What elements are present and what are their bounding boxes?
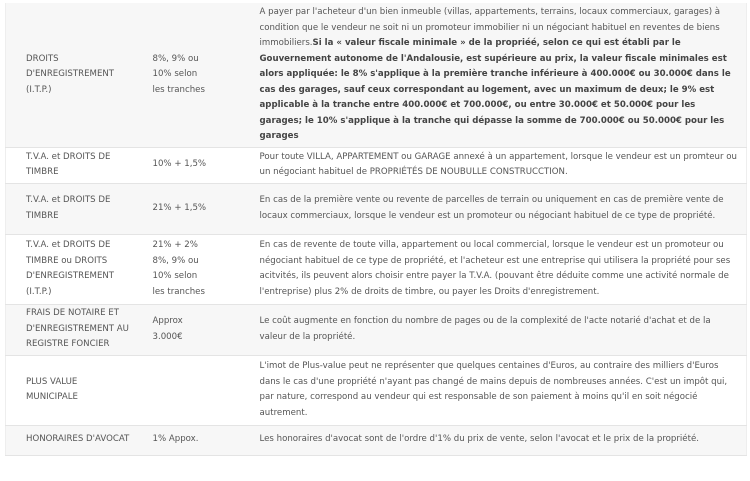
- tax-name-line: PLUS VALUE: [26, 376, 78, 387]
- description-cell: [240, 234, 747, 304]
- description-cell: [240, 147, 747, 183]
- rate-line: 10% + 1,5%: [152, 159, 207, 170]
- tax-name-line: TIMBRE: [26, 210, 59, 221]
- rate-line: 10% selon: [152, 271, 198, 281]
- tax-name-line: D'ENREGISTREMENT AU: [26, 323, 129, 334]
- tax-name-cell: [6, 147, 153, 183]
- rate-line: les tranches: [152, 84, 205, 95]
- rate-line: 21% + 1,5%: [152, 202, 207, 213]
- rate-cell: [153, 234, 240, 304]
- tax-name-cell: [6, 355, 153, 425]
- description-text: En cas de la première vente ou revente de parcelles de terrain ou uniquement en cas de première vente de locaux commerciaux, lorsque le vendeur est un promoteur ou négociant habituel de ce type de propriété.: [259, 195, 724, 221]
- description-text: Les honoraires d'avocat sont de l'ordre d'1% du prix de vente, selon l'avocat et le prix de la propriété.: [259, 434, 699, 445]
- tax-name-cell: [6, 425, 153, 455]
- tax-name-line: (I.T.P.): [26, 84, 52, 95]
- rate-cell: [153, 425, 240, 455]
- table-row: [6, 147, 747, 183]
- fees-table: [5, 3, 747, 456]
- tax-name-line: (I.T.P.): [26, 286, 52, 297]
- rate-line: 8%, 9% ou: [152, 255, 199, 266]
- rate-cell: [153, 3, 240, 147]
- table-row: [6, 3, 747, 147]
- tax-name-line: D'ENREGISTREMENT: [26, 271, 115, 281]
- rate-cell: [153, 355, 240, 425]
- tax-name-cell: [6, 304, 153, 355]
- table-row: [6, 234, 747, 304]
- description-cell: [240, 3, 747, 147]
- table-row: [6, 355, 747, 425]
- table-row: [6, 425, 747, 455]
- description-text: Pour toute VILLA, APPARTEMENT ou GARAGE annexé à un appartement, lorsque le vendeur est un promteur ou un négociant habituel de PROPRIÉTÉS DE NOUBULLE CONSTRUCCTION.: [259, 151, 737, 177]
- tax-name-line: T.V.A. et DROITS DE: [26, 151, 111, 162]
- rate-line: 8%, 9% ou: [152, 53, 199, 64]
- tax-name-line: D'ENREGISTREMENT: [26, 69, 115, 79]
- tax-name-line: MUNICIPALE: [26, 392, 78, 402]
- rate-cell: [153, 147, 240, 183]
- tax-name-line: HONORAIRES D'AVOCAT: [26, 434, 130, 445]
- tax-name-line: T.V.A. et DROITS DE: [26, 240, 111, 250]
- description-cell: [240, 183, 747, 234]
- tax-name-line: T.V.A. et DROITS DE: [26, 195, 111, 205]
- description-cell: [240, 425, 747, 455]
- description-text: En cas de revente de toute villa, appartement ou local commercial, lorsque le vendeur est un promoteur ou négociant habituel de ce type de propriété, et l'acheteur est une entreprise qui utilisera la propriété pour ses acitvités, ils peuvent alors choisir entre payer la T.V.A. (pouvant être déduite comme une activité normale de l'entreprise) plus 2% de droits de timbre, ou payer les Droits d'enregistrement.: [259, 240, 731, 297]
- table-row: [6, 183, 747, 234]
- tax-name-line: TIMBRE ou DROITS: [26, 255, 108, 266]
- rate-line: Approx: [152, 316, 183, 326]
- description-cell: [240, 355, 747, 425]
- table-row: [6, 304, 747, 355]
- description-text: L'imot de Plus-value peut ne représenter que quelques centaines d'Euros, au contraire des milliers d'Euros dans le cas d'une propriété n'ayant pas changé de mains depuis de nombreuses années. C'est un impôt qui, par nature, correspond au vendeur qui est responsable de son paiement à moins qu'il en soit négocié autrement.: [259, 361, 728, 418]
- description-cell: [240, 304, 747, 355]
- tax-name-cell: [6, 234, 153, 304]
- tax-name-cell: [6, 183, 153, 234]
- tax-name-line: FRAIS DE NOTAIRE ET: [26, 308, 119, 319]
- tax-name-cell: [6, 3, 153, 147]
- rate-line: les tranches: [152, 286, 205, 297]
- rate-line: 21% + 2%: [152, 240, 198, 250]
- description-text: A payer par l'acheteur d'un bien inmeuble (villas, appartements, terrains, locaux commerciaux, garages) à condition que le vendeur ne soit ni un promoteur immobilier ni un négociant habituel en reventes de biens immobiliers.: [259, 7, 721, 48]
- tax-name-line: DROITS: [26, 53, 59, 64]
- rate-line: 10% selon: [152, 69, 198, 79]
- description-bold-text: Si la « valeur fiscale minimale » de la propriéé, selon ce qui est établi par le Gouvernement autonome de l'Andalousie, est supérieure au prix, la valeur fiscale minimales est alors appliquée: le 8% s'applique à la première tranche inférieure à 400.000€ ou 30.000€ dans le cas des garages, sauf ceux correspondant au logement, avec un maximum de deux; le 9% est applicable à la tranche entre 400.000€ et 700.000€, ou entre 30.000€ et 50.000€ pour les garages; le 10% s'applique à la tranche qui dépasse la somme de 700.000€ ou 50.000€ pour les garages: [259, 38, 731, 141]
- rate-cell: [153, 304, 240, 355]
- tax-name-line: TIMBRE: [26, 167, 59, 177]
- rate-line: 3.000€: [152, 331, 183, 342]
- rate-cell: [153, 183, 240, 234]
- rate-line: 1% Appox.: [152, 434, 199, 445]
- description-text: Le coût augmente en fonction du nombre de pages ou de la complexité de l'acte notarié d'achat et de la valeur de la propriété.: [259, 316, 711, 342]
- tax-name-line: REGISTRE FONCIER: [26, 339, 110, 350]
